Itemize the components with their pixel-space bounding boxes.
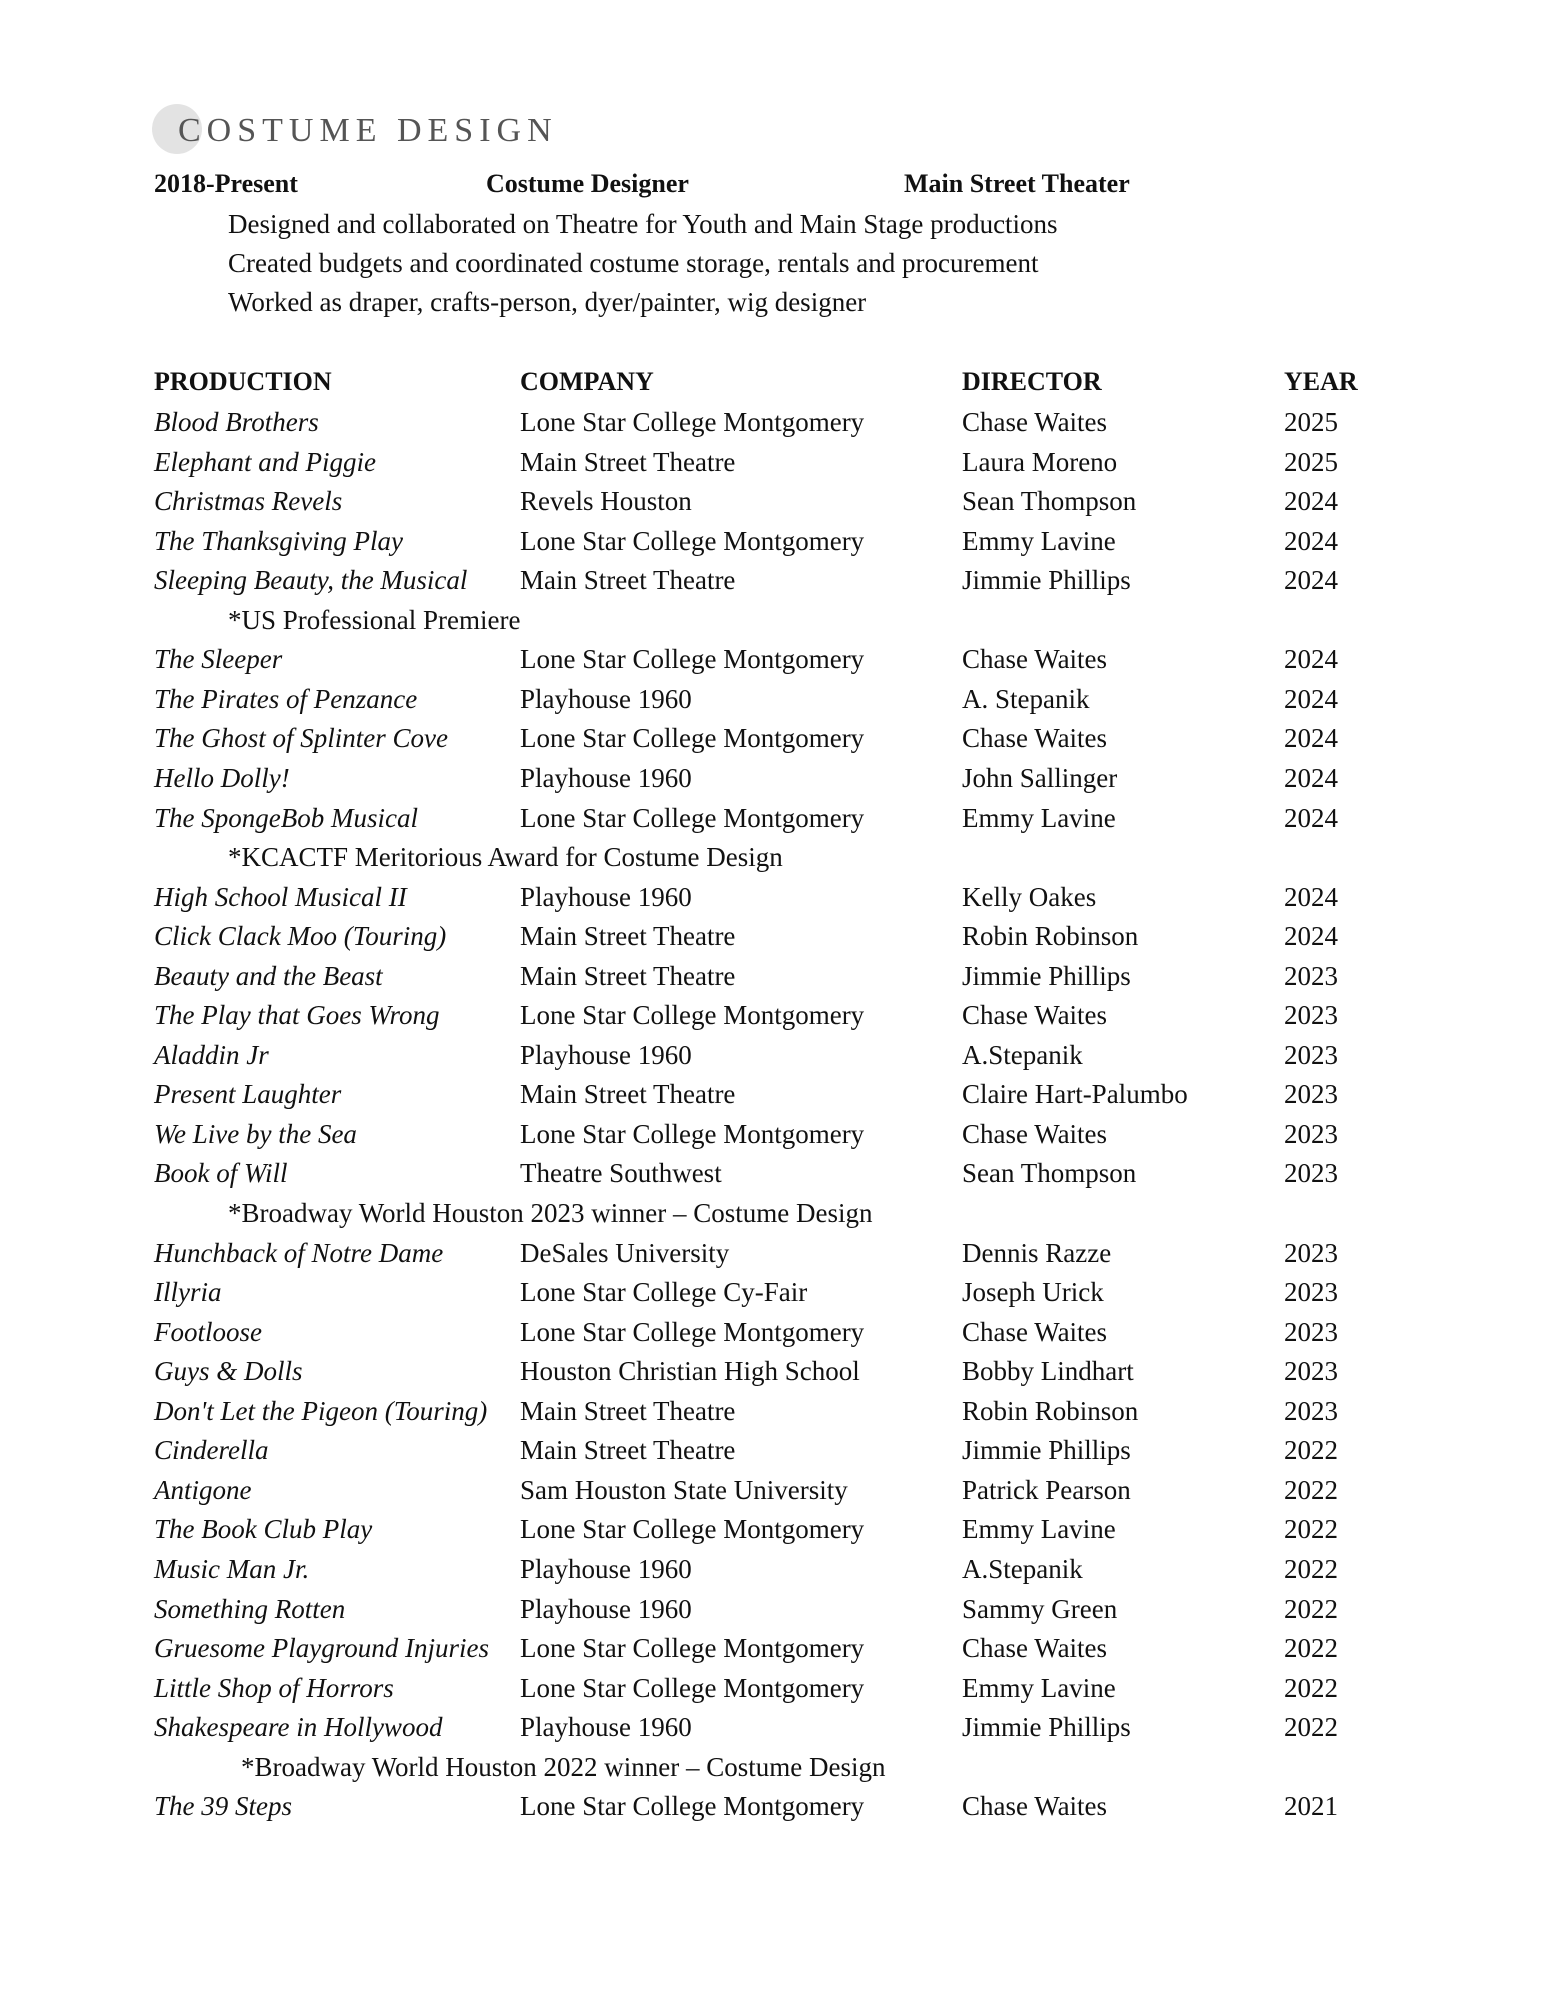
production-title: Guys & Dolls bbox=[154, 1356, 303, 1386]
production-title: Don't Let the Pigeon (Touring) bbox=[154, 1396, 488, 1426]
company-name: Playhouse 1960 bbox=[520, 882, 692, 912]
production-year: 2024 bbox=[1284, 763, 1338, 793]
production-year: 2023 bbox=[1284, 1079, 1338, 1109]
production-title: The Book Club Play bbox=[154, 1514, 373, 1544]
production-year: 2022 bbox=[1284, 1435, 1338, 1465]
company-name: Lone Star College Montgomery bbox=[520, 644, 865, 674]
director-name: Emmy Lavine bbox=[962, 1514, 1116, 1544]
production-year: 2024 bbox=[1284, 526, 1338, 556]
production-title: The Pirates of Penzance bbox=[154, 684, 418, 714]
production-year: 2022 bbox=[1284, 1673, 1338, 1703]
director-name: A. Stepanik bbox=[962, 684, 1090, 714]
director-name: Jimmie Phillips bbox=[962, 961, 1131, 991]
production-year: 2024 bbox=[1284, 921, 1338, 951]
production-title: The Thanksgiving Play bbox=[154, 526, 403, 556]
director-name: Sean Thompson bbox=[962, 1158, 1137, 1188]
production-title: Music Man Jr. bbox=[154, 1554, 310, 1584]
director-name: Sammy Green bbox=[962, 1594, 1118, 1624]
company-name: DeSales University bbox=[520, 1238, 730, 1268]
duty-line: Worked as draper, crafts-person, dyer/painter, wig designer bbox=[228, 287, 867, 317]
production-title: High School Musical II bbox=[154, 882, 407, 912]
production-title: Book of Will bbox=[154, 1158, 288, 1188]
production-year: 2024 bbox=[1284, 684, 1338, 714]
company-name: Main Street Theatre bbox=[520, 1396, 736, 1426]
production-year: 2024 bbox=[1284, 723, 1338, 753]
production-title: Hello Dolly! bbox=[154, 763, 290, 793]
director-name: Chase Waites bbox=[962, 1000, 1108, 1030]
company-name: Lone Star College Montgomery bbox=[520, 1633, 865, 1663]
director-name: Chase Waites bbox=[962, 1791, 1108, 1821]
director-name: Chase Waites bbox=[962, 1119, 1108, 1149]
production-title: Blood Brothers bbox=[154, 407, 319, 437]
production-year: 2024 bbox=[1284, 882, 1338, 912]
company-name: Playhouse 1960 bbox=[520, 763, 692, 793]
director-name: A.Stepanik bbox=[962, 1040, 1083, 1070]
production-title: Click Clack Moo (Touring) bbox=[154, 921, 447, 951]
production-year: 2023 bbox=[1284, 1238, 1338, 1268]
duty-line: Created budgets and coordinated costume storage, rentals and procurement bbox=[228, 248, 1039, 278]
production-year: 2025 bbox=[1284, 447, 1338, 477]
production-year: 2024 bbox=[1284, 644, 1338, 674]
company-name: Sam Houston State University bbox=[520, 1475, 848, 1505]
company-name: Lone Star College Montgomery bbox=[520, 803, 865, 833]
company-name: Houston Christian High School bbox=[520, 1356, 860, 1386]
production-year: 2023 bbox=[1284, 1317, 1338, 1347]
company-name: Main Street Theatre bbox=[520, 1435, 736, 1465]
position-dates: 2018-Present bbox=[154, 169, 298, 198]
production-title: Elephant and Piggie bbox=[154, 447, 376, 477]
production-year: 2022 bbox=[1284, 1554, 1338, 1584]
production-title: Illyria bbox=[154, 1277, 222, 1307]
director-name: Patrick Pearson bbox=[962, 1475, 1131, 1505]
director-name: Jimmie Phillips bbox=[962, 1435, 1131, 1465]
production-title: Christmas Revels bbox=[154, 486, 343, 516]
company-name: Lone Star College Cy-Fair bbox=[520, 1277, 808, 1307]
production-title: Beauty and the Beast bbox=[154, 961, 383, 991]
director-name: Claire Hart-Palumbo bbox=[962, 1079, 1188, 1109]
director-name: Robin Robinson bbox=[962, 1396, 1139, 1426]
production-title: Sleeping Beauty, the Musical bbox=[154, 565, 468, 595]
company-name: Lone Star College Montgomery bbox=[520, 1000, 865, 1030]
production-year: 2024 bbox=[1284, 486, 1338, 516]
header-year: YEAR bbox=[1284, 367, 1358, 396]
production-title: Little Shop of Horrors bbox=[154, 1673, 394, 1703]
company-name: Main Street Theatre bbox=[520, 1079, 736, 1109]
company-name: Main Street Theatre bbox=[520, 921, 736, 951]
director-name: Robin Robinson bbox=[962, 921, 1139, 951]
production-year: 2022 bbox=[1284, 1712, 1338, 1742]
company-name: Playhouse 1960 bbox=[520, 1712, 692, 1742]
director-name: Jimmie Phillips bbox=[962, 565, 1131, 595]
production-title: The Play that Goes Wrong bbox=[154, 1000, 440, 1030]
production-title: Aladdin Jr bbox=[154, 1040, 269, 1070]
company-name: Theatre Southwest bbox=[520, 1158, 722, 1188]
company-name: Lone Star College Montgomery bbox=[520, 526, 865, 556]
company-name: Playhouse 1960 bbox=[520, 684, 692, 714]
director-name: A.Stepanik bbox=[962, 1554, 1083, 1584]
company-name: Lone Star College Montgomery bbox=[520, 1317, 865, 1347]
company-name: Main Street Theatre bbox=[520, 565, 736, 595]
company-name: Lone Star College Montgomery bbox=[520, 1673, 865, 1703]
production-year: 2022 bbox=[1284, 1633, 1338, 1663]
award-note: *KCACTF Meritorious Award for Costume Design bbox=[228, 842, 783, 872]
director-name: Sean Thompson bbox=[962, 486, 1137, 516]
company-name: Lone Star College Montgomery bbox=[520, 1119, 865, 1149]
production-year: 2022 bbox=[1284, 1475, 1338, 1505]
director-name: Dennis Razze bbox=[962, 1238, 1112, 1268]
director-name: Chase Waites bbox=[962, 644, 1108, 674]
production-year: 2024 bbox=[1284, 803, 1338, 833]
production-title: Present Laughter bbox=[154, 1079, 342, 1109]
director-name: Jimmie Phillips bbox=[962, 1712, 1131, 1742]
company-name: Playhouse 1960 bbox=[520, 1594, 692, 1624]
production-year: 2023 bbox=[1284, 1277, 1338, 1307]
header-company: COMPANY bbox=[520, 367, 654, 396]
section-title: COSTUME DESIGN bbox=[178, 112, 558, 149]
director-name: Kelly Oakes bbox=[962, 882, 1097, 912]
director-name: Chase Waites bbox=[962, 723, 1108, 753]
director-name: Emmy Lavine bbox=[962, 526, 1116, 556]
director-name: Laura Moreno bbox=[962, 447, 1118, 477]
production-title: Shakespeare in Hollywood bbox=[154, 1712, 443, 1742]
production-year: 2023 bbox=[1284, 1119, 1338, 1149]
position-organization: Main Street Theater bbox=[904, 169, 1130, 198]
production-title: Antigone bbox=[154, 1475, 252, 1505]
production-year: 2022 bbox=[1284, 1594, 1338, 1624]
header-production: PRODUCTION bbox=[154, 367, 332, 396]
production-title: We Live by the Sea bbox=[154, 1119, 357, 1149]
company-name: Lone Star College Montgomery bbox=[520, 1791, 865, 1821]
production-title: Footloose bbox=[154, 1317, 262, 1347]
company-name: Lone Star College Montgomery bbox=[520, 1514, 865, 1544]
production-title: Something Rotten bbox=[154, 1594, 346, 1624]
production-year: 2021 bbox=[1284, 1791, 1338, 1821]
production-title: The 39 Steps bbox=[154, 1791, 292, 1821]
director-name: Emmy Lavine bbox=[962, 803, 1116, 833]
director-name: John Sallinger bbox=[962, 763, 1118, 793]
production-year: 2023 bbox=[1284, 1356, 1338, 1386]
production-year: 2023 bbox=[1284, 1000, 1338, 1030]
production-year: 2023 bbox=[1284, 1040, 1338, 1070]
production-title: The Ghost of Splinter Cove bbox=[154, 723, 448, 753]
award-note: *Broadway World Houston 2022 winner – Costume Design bbox=[241, 1752, 886, 1782]
production-title: Gruesome Playground Injuries bbox=[154, 1633, 489, 1663]
production-year: 2023 bbox=[1284, 1396, 1338, 1426]
company-name: Lone Star College Montgomery bbox=[520, 407, 865, 437]
production-year: 2022 bbox=[1284, 1514, 1338, 1544]
company-name: Revels Houston bbox=[520, 486, 692, 516]
position-title: Costume Designer bbox=[486, 169, 689, 198]
director-name: Chase Waites bbox=[962, 407, 1108, 437]
director-name: Emmy Lavine bbox=[962, 1673, 1116, 1703]
production-year: 2023 bbox=[1284, 961, 1338, 991]
company-name: Playhouse 1960 bbox=[520, 1040, 692, 1070]
director-name: Bobby Lindhart bbox=[962, 1356, 1134, 1386]
production-title: The Sleeper bbox=[154, 644, 283, 674]
production-year: 2023 bbox=[1284, 1158, 1338, 1188]
production-title: Cinderella bbox=[154, 1435, 269, 1465]
company-name: Main Street Theatre bbox=[520, 961, 736, 991]
director-name: Chase Waites bbox=[962, 1633, 1108, 1663]
duty-line: Designed and collaborated on Theatre for Youth and Main Stage productions bbox=[228, 209, 1058, 239]
production-title: The SpongeBob Musical bbox=[154, 803, 418, 833]
company-name: Lone Star College Montgomery bbox=[520, 723, 865, 753]
director-name: Joseph Urick bbox=[962, 1277, 1104, 1307]
production-year: 2024 bbox=[1284, 565, 1338, 595]
director-name: Chase Waites bbox=[962, 1317, 1108, 1347]
production-title: Hunchback of Notre Dame bbox=[154, 1238, 444, 1268]
production-year: 2025 bbox=[1284, 407, 1338, 437]
company-name: Main Street Theatre bbox=[520, 447, 736, 477]
company-name: Playhouse 1960 bbox=[520, 1554, 692, 1584]
award-note: *US Professional Premiere bbox=[228, 605, 521, 635]
header-director: DIRECTOR bbox=[962, 367, 1102, 396]
award-note: *Broadway World Houston 2023 winner – Costume Design bbox=[228, 1198, 873, 1228]
